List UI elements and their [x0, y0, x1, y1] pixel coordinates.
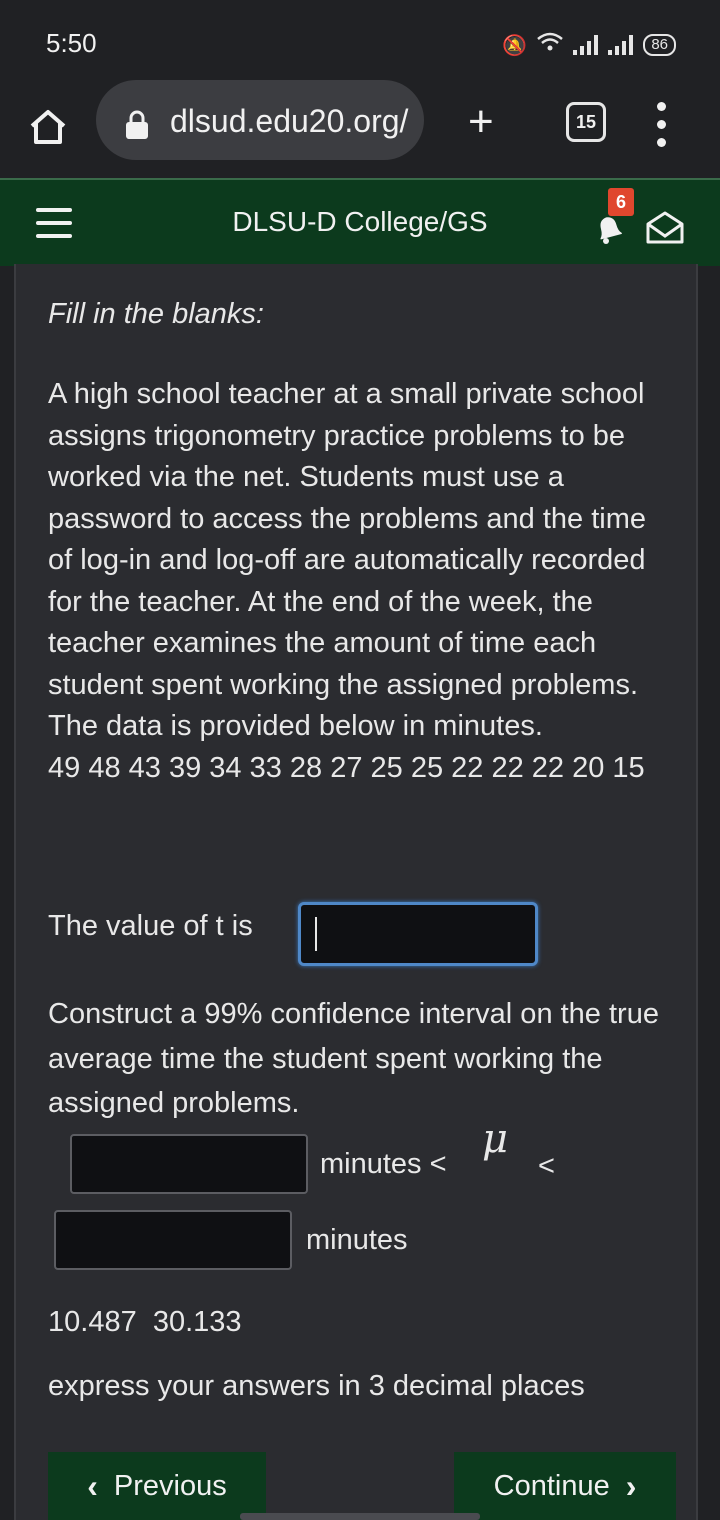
decimal-instruction: express your answers in 3 decimal places — [48, 1370, 585, 1402]
continue-button[interactable] — [454, 1452, 676, 1520]
upper-bound-input[interactable] — [54, 1210, 292, 1270]
new-tab-icon[interactable]: + — [468, 97, 494, 146]
status-bar — [0, 0, 720, 88]
home-icon[interactable] — [24, 104, 72, 152]
construct-instruction: Construct a 99% confidence interval on the true average time the student spent working the assigned problems. — [48, 998, 659, 1119]
url-text[interactable]: dlsud.edu20.org/ — [170, 103, 409, 139]
minutes-lt-label: minutes < — [320, 1148, 447, 1180]
mail-icon[interactable] — [646, 210, 684, 244]
status-time: 5:50 — [46, 28, 97, 58]
tab-switcher-icon[interactable]: 15 — [566, 102, 606, 142]
continue-label: Continue — [493, 1469, 610, 1502]
question-heading: Fill in the blanks: — [48, 298, 264, 330]
site-title: DLSU-D College/GS — [232, 206, 488, 237]
wifi-icon — [537, 32, 563, 58]
question-panel — [14, 264, 698, 1520]
mute-icon: 🔕 — [502, 34, 528, 57]
menu-dots-icon[interactable] — [654, 102, 668, 147]
answer-note: 10.487 30.133 — [48, 1306, 242, 1338]
signal-icon — [573, 35, 598, 55]
notification-badge: 6 — [608, 188, 634, 216]
signal-icon-2 — [608, 35, 633, 55]
browser-toolbar — [0, 88, 720, 178]
scroll-indicator — [240, 1513, 480, 1520]
battery-icon: 86 — [643, 34, 676, 56]
lower-bound-input[interactable] — [70, 1134, 308, 1194]
lock-icon — [124, 110, 150, 140]
chevron-left-icon: ‹ — [87, 1467, 98, 1504]
text-caret — [315, 917, 317, 951]
previous-button[interactable] — [48, 1452, 266, 1520]
less-than-symbol: < — [538, 1150, 555, 1182]
t-value-input[interactable] — [298, 902, 538, 966]
problem-statement: A high school teacher at a small private school assigns trigonometry practice problems to be worked via the net. Students must use a password to access the problems and the time of log-in and log-off are automatically recorded for the teacher. At the end of the week, the teacher examines the amount of time each student spent working the assigned problems. The data is provided below in minutes. — [48, 378, 647, 742]
problem-text — [48, 374, 678, 789]
mu-symbol: μ — [482, 1116, 508, 1162]
minutes-label: minutes — [306, 1224, 408, 1256]
data-values: 49 48 43 39 34 33 28 27 25 25 22 22 22 20 15 — [48, 751, 645, 784]
chevron-right-icon: › — [625, 1467, 637, 1504]
t-value-label: The value of t is — [48, 910, 253, 942]
status-icons — [502, 32, 676, 58]
site-header — [0, 178, 720, 266]
previous-label: Previous — [113, 1469, 227, 1502]
